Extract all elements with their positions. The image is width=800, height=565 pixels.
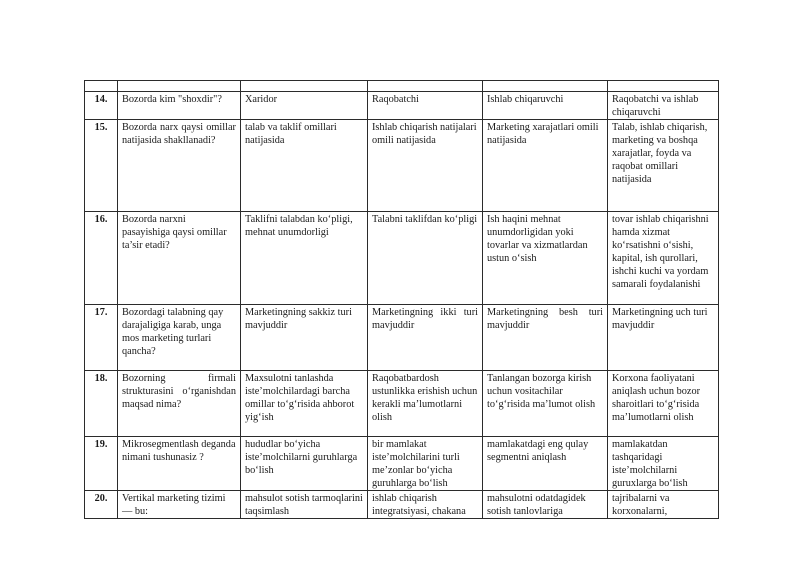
table-row — [85, 81, 719, 92]
table-row — [85, 437, 719, 491]
table-cell — [85, 81, 118, 92]
answer-option: Marketingning ikki turi mavjuddir — [368, 305, 483, 371]
table-cell — [608, 81, 719, 92]
question-number: 20. — [85, 491, 118, 519]
answer-option: mahsulot sotish tarmoqlarini taqsimlash — [241, 491, 368, 519]
answer-option: Ish haqini mehnat unumdorligidan yoki tovarlar va xizmatlardan ustun o‘sish — [483, 212, 608, 305]
table-cell — [368, 81, 483, 92]
table-cell — [241, 81, 368, 92]
question-number: 17. — [85, 305, 118, 371]
question-text: Mikrosegmentlash deganda nimani tushunasiz ? — [118, 437, 241, 491]
table-row — [85, 305, 719, 371]
question-number: 19. — [85, 437, 118, 491]
answer-option: tajribalarni va korxonalarni, — [608, 491, 719, 519]
answer-option: Marketingning sakkiz turi mavjuddir — [241, 305, 368, 371]
table-row — [85, 212, 719, 305]
answer-option: tovar ishlab chiqarishni hamda xizmat ko‘rsatishni o‘sishi, kapital, ish qurollari, ishchi kuchi va yordam samarali foydalanishi — [608, 212, 719, 305]
answer-option: Ishlab chiqaruvchi — [483, 92, 608, 120]
table-row — [85, 371, 719, 437]
answer-option: Korxona faoliyatani aniqlash uchun bozor sharoitlari to‘g‘risida ma’lumotlarni olish — [608, 371, 719, 437]
question-number: 15. — [85, 120, 118, 212]
question-text: Bozorda narxni pasayishiga qaysi omillar ta’sir etadi? — [118, 212, 241, 305]
answer-option: Raqobatchi va ishlab chiqaruvchi — [608, 92, 719, 120]
question-number: 16. — [85, 212, 118, 305]
table-row — [85, 491, 719, 519]
table-cell — [118, 81, 241, 92]
answer-option: Raqobatbardosh ustunlikka erishish uchun kerakli ma’lumotlarni olish — [368, 371, 483, 437]
answer-option: Raqobatchi — [368, 92, 483, 120]
question-text: Bozorning firmali strukturasini o‘rganishdan maqsad nima? — [118, 371, 241, 437]
question-text: Bozordagi talabning qay darajaligiga karab, unga mos marketing turlari qancha? — [118, 305, 241, 371]
question-text: Bozorda narx qaysi omillar natijasida shakllanadi? — [118, 120, 241, 212]
answer-option: Talabni taklifdan ko‘pligi — [368, 212, 483, 305]
answer-option: Marketingning besh turi mavjuddir — [483, 305, 608, 371]
answer-option: bir mamlakat iste’molchilarini turli me’zonlar bo‘yicha guruhlarga bo‘lish — [368, 437, 483, 491]
question-text: Bozorda kim "shoxdir"? — [118, 92, 241, 120]
table-cell — [483, 81, 608, 92]
question-number: 14. — [85, 92, 118, 120]
answer-option: Ishlab chiqarish natijalari omili natijasida — [368, 120, 483, 212]
answer-option: mahsulotni odatdagidek sotish tanlovlariga — [483, 491, 608, 519]
answer-option: Marketing xarajatlari omili natijasida — [483, 120, 608, 212]
table-row — [85, 120, 719, 212]
answer-option: Marketingning uch turi mavjuddir — [608, 305, 719, 371]
answer-option: Tanlangan bozorga kirish uchun vositachilar to‘g‘risida ma’lumot olish — [483, 371, 608, 437]
answer-option: Taklifni talabdan ko‘pligi, mehnat unumdorligi — [241, 212, 368, 305]
table-row — [85, 92, 719, 120]
question-number: 18. — [85, 371, 118, 437]
answer-option: mamlakatdan tashqaridagi iste’molchilarni guruxlarga bo‘lish — [608, 437, 719, 491]
answer-option: Xaridor — [241, 92, 368, 120]
question-table — [84, 80, 719, 519]
answer-option: Talab, ishlab chiqarish, marketing va boshqa xarajatlar, foyda va raqobat omillari natijasida — [608, 120, 719, 212]
answer-option: mamlakatdagi eng qulay segmentni aniqlash — [483, 437, 608, 491]
answer-option: Maxsulotni tanlashda iste’molchilardagi barcha omillar to‘g‘risida ahborot yig‘ish — [241, 371, 368, 437]
answer-option: hududlar bo‘yicha iste’molchilarni guruhlarga bo‘lish — [241, 437, 368, 491]
question-text: Vertikal marketing tizimi — bu: — [118, 491, 241, 519]
answer-option: ishlab chiqarish integratsiyasi, chakana — [368, 491, 483, 519]
answer-option: talab va taklif omillari natijasida — [241, 120, 368, 212]
